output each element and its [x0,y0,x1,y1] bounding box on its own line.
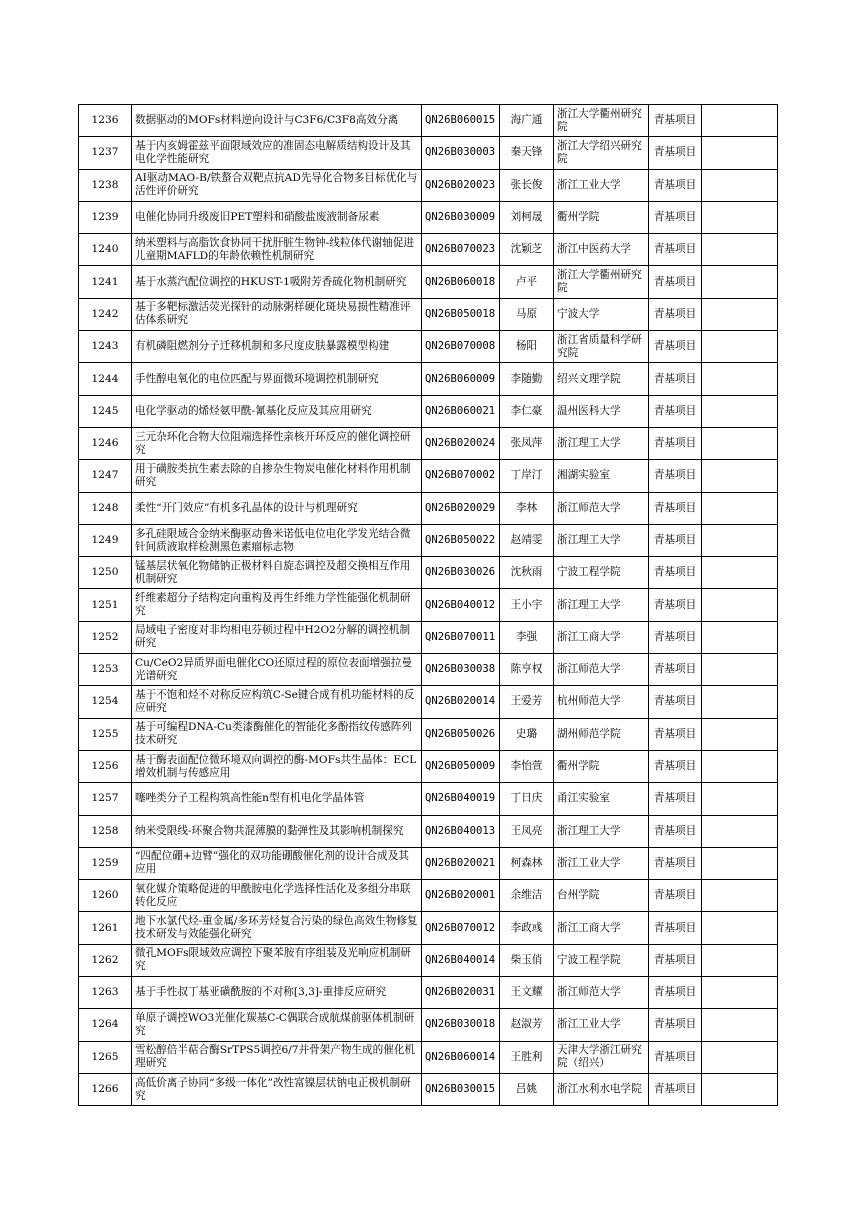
remarks-cell [702,298,778,330]
project-title: 基于手性叔丁基亚磺酰胺的不对称[3,3]-重排反应研究 [132,977,422,1009]
project-code: QN26B040019 [422,783,500,815]
project-code: QN26B050018 [422,298,500,330]
row-number: 1247 [79,460,132,492]
project-code: QN26B020021 [422,847,500,879]
project-title: “四配位硼+边臂”强化的双功能硼酸催化剂的设计合成及其应用 [132,847,422,879]
table-row [79,492,778,524]
row-number: 1244 [79,363,132,395]
table-row [79,363,778,395]
row-number: 1258 [79,815,132,847]
project-type: 青基项目 [649,589,702,621]
principal-investigator: 余维洁 [500,880,554,912]
row-number: 1249 [79,524,132,556]
project-code: QN26B040012 [422,589,500,621]
remarks-cell [702,524,778,556]
table-row [79,654,778,686]
project-code: QN26B020001 [422,880,500,912]
row-number: 1257 [79,783,132,815]
table-row [79,621,778,653]
project-code: QN26B020014 [422,686,500,718]
project-code: QN26B060015 [422,105,500,137]
project-title: 锰基层状氧化物储钠正极材料自旋态调控及超交换相互作用机制研究 [132,557,422,589]
project-code: QN26B030015 [422,1073,500,1105]
project-type: 青基项目 [649,654,702,686]
remarks-cell [702,363,778,395]
row-number: 1252 [79,621,132,653]
project-code: QN26B050022 [422,524,500,556]
table-row [79,1009,778,1041]
project-title: 电化学驱动的烯烃氨甲酰-氰基化反应及其应用研究 [132,395,422,427]
project-type: 青基项目 [649,298,702,330]
principal-investigator: 陈亨权 [500,654,554,686]
project-title: 氧化媒介策略促进的甲酰胺电化学选择性活化及多组分串联转化反应 [132,880,422,912]
remarks-cell [702,654,778,686]
remarks-cell [702,266,778,298]
table-row [79,234,778,266]
project-title: 基于可编程DNA-Cu类漆酶催化的智能化多酚指纹传感阵列技术研究 [132,718,422,750]
principal-investigator: 吕姚 [500,1073,554,1105]
principal-investigator: 史璐 [500,718,554,750]
table-body [79,105,778,1106]
project-code: QN26B070012 [422,912,500,944]
institution: 浙江工业大学 [554,847,649,879]
project-type: 青基项目 [649,427,702,459]
remarks-cell [702,557,778,589]
project-type: 青基项目 [649,750,702,782]
principal-investigator: 赵淑芳 [500,1009,554,1041]
project-code: QN26B020023 [422,169,500,201]
principal-investigator: 秦天锋 [500,137,554,169]
project-title: 有机磷阻燃剂分子迁移机制和多尺度皮肤暴露模型构建 [132,331,422,363]
row-number: 1253 [79,654,132,686]
remarks-cell [702,750,778,782]
project-type: 青基项目 [649,847,702,879]
project-code: QN26B070023 [422,234,500,266]
project-type: 青基项目 [649,105,702,137]
row-number: 1243 [79,331,132,363]
row-number: 1266 [79,1073,132,1105]
table-row [79,201,778,233]
principal-investigator: 王爱芳 [500,686,554,718]
project-title: 局域电子密度对非均相电芬顿过程中H2O2分解的调控机制研究 [132,621,422,653]
remarks-cell [702,395,778,427]
remarks-cell [702,492,778,524]
row-number: 1241 [79,266,132,298]
institution: 杭州师范大学 [554,686,649,718]
row-number: 1245 [79,395,132,427]
table-row [79,1073,778,1105]
principal-investigator: 李强 [500,621,554,653]
project-type: 青基项目 [649,880,702,912]
principal-investigator: 张长俊 [500,169,554,201]
row-number: 1262 [79,944,132,976]
project-title: 基于内亥姆霍兹平面限域效应的准固态电解质结构设计及其电化学性能研究 [132,137,422,169]
project-title: 用于磺胺类抗生素去除的自掺杂生物炭电催化材料作用机制研究 [132,460,422,492]
principal-investigator: 海广通 [500,105,554,137]
project-type: 青基项目 [649,492,702,524]
institution: 浙江省质量科学研究院 [554,331,649,363]
institution: 浙江师范大学 [554,492,649,524]
project-type: 青基项目 [649,815,702,847]
principal-investigator: 李仁豪 [500,395,554,427]
project-code: QN26B030003 [422,137,500,169]
institution: 湘湖实验室 [554,460,649,492]
row-number: 1242 [79,298,132,330]
institution: 浙江工商大学 [554,621,649,653]
institution: 浙江大学绍兴研究院 [554,137,649,169]
remarks-cell [702,589,778,621]
table-row [79,880,778,912]
institution: 甬江实验室 [554,783,649,815]
project-type: 青基项目 [649,783,702,815]
remarks-cell [702,1009,778,1041]
table-row [79,266,778,298]
table-row [79,718,778,750]
project-type: 青基项目 [649,621,702,653]
remarks-cell [702,944,778,976]
principal-investigator: 王文耀 [500,977,554,1009]
row-number: 1256 [79,750,132,782]
remarks-cell [702,460,778,492]
project-code: QN26B070002 [422,460,500,492]
remarks-cell [702,686,778,718]
remarks-cell [702,847,778,879]
table-row [79,750,778,782]
project-code: QN26B030026 [422,557,500,589]
project-type: 青基项目 [649,524,702,556]
project-code: QN26B070011 [422,621,500,653]
institution: 绍兴文理学院 [554,363,649,395]
table-row [79,944,778,976]
project-type: 青基项目 [649,718,702,750]
remarks-cell [702,718,778,750]
project-type: 青基项目 [649,201,702,233]
project-title: 基于水蒸汽配位调控的HKUST-1吸附芳香硫化物机制研究 [132,266,422,298]
project-type: 青基项目 [649,331,702,363]
project-title: 基于酶表面配位微环境双向调控的酶-MOFs共生晶体：ECL增效机制与传感应用 [132,750,422,782]
institution: 浙江大学衢州研究院 [554,266,649,298]
remarks-cell [702,621,778,653]
principal-investigator: 张凤萍 [500,427,554,459]
remarks-cell [702,105,778,137]
project-code: QN26B040014 [422,944,500,976]
project-type: 青基项目 [649,395,702,427]
project-type: 青基项目 [649,169,702,201]
table-row [79,105,778,137]
row-number: 1255 [79,718,132,750]
project-title: 数据驱动的MOFs材料逆向设计与C3F6/C3F8高效分离 [132,105,422,137]
table-row [79,298,778,330]
project-type: 青基项目 [649,266,702,298]
remarks-cell [702,880,778,912]
row-number: 1240 [79,234,132,266]
project-type: 青基项目 [649,1073,702,1105]
project-title: 柔性“开门效应”有机多孔晶体的设计与机理研究 [132,492,422,524]
principal-investigator: 沈颖芝 [500,234,554,266]
institution: 浙江工商大学 [554,912,649,944]
remarks-cell [702,201,778,233]
project-title: 电催化协同升级废旧PET塑料和硝酸盐废液制备尿素 [132,201,422,233]
project-title: 纤维素超分子结构定向重构及再生纤维力学性能强化机制研究 [132,589,422,621]
principal-investigator: 李林 [500,492,554,524]
remarks-cell [702,815,778,847]
project-type: 青基项目 [649,460,702,492]
remarks-cell [702,783,778,815]
table-row [79,912,778,944]
table-row [79,427,778,459]
project-title: 地下水氯代烃-重金属/多环芳烃复合污染的绿色高效生物修复技术研发与效能强化研究 [132,912,422,944]
row-number: 1263 [79,977,132,1009]
row-number: 1248 [79,492,132,524]
table-row [79,395,778,427]
row-number: 1261 [79,912,132,944]
institution: 衢州学院 [554,201,649,233]
project-type: 青基项目 [649,912,702,944]
project-code: QN26B050026 [422,718,500,750]
table-row [79,1041,778,1073]
institution: 浙江大学衢州研究院 [554,105,649,137]
principal-investigator: 王胜利 [500,1041,554,1073]
principal-investigator: 柴玉俏 [500,944,554,976]
institution: 浙江师范大学 [554,977,649,1009]
remarks-cell [702,331,778,363]
remarks-cell [702,137,778,169]
principal-investigator: 刘柯晟 [500,201,554,233]
remarks-cell [702,912,778,944]
remarks-cell [702,977,778,1009]
project-code: QN26B060018 [422,266,500,298]
project-code: QN26B060014 [422,1041,500,1073]
institution: 浙江理工大学 [554,524,649,556]
table-row [79,137,778,169]
project-code: QN26B070008 [422,331,500,363]
row-number: 1246 [79,427,132,459]
principal-investigator: 赵靖雯 [500,524,554,556]
project-type: 青基项目 [649,137,702,169]
project-type: 青基项目 [649,686,702,718]
row-number: 1237 [79,137,132,169]
project-code: QN26B050009 [422,750,500,782]
project-table [78,104,778,1106]
project-title: 单原子调控WO3光催化羰基C-C偶联合成航煤前驱体机制研究 [132,1009,422,1041]
project-title: 微孔MOFs限域效应调控下聚苯胺有序组装及光响应机制研究 [132,944,422,976]
table-row [79,589,778,621]
table-row [79,815,778,847]
principal-investigator: 沈秋雨 [500,557,554,589]
project-type: 青基项目 [649,363,702,395]
project-type: 青基项目 [649,1009,702,1041]
principal-investigator: 王小宇 [500,589,554,621]
table-row [79,783,778,815]
project-title: 多孔硅限域合金纳米酶驱动鲁米诺低电位电化学发光结合微针间质液取样检测黑色素瘤标志物 [132,524,422,556]
table-row [79,977,778,1009]
table-row [79,169,778,201]
row-number: 1260 [79,880,132,912]
principal-investigator: 杨阳 [500,331,554,363]
project-title: 纳米受限线-环聚合物共混薄膜的黏弹性及其影响机制探究 [132,815,422,847]
table-row [79,331,778,363]
project-type: 青基项目 [649,944,702,976]
project-type: 青基项目 [649,1041,702,1073]
project-code: QN26B020029 [422,492,500,524]
row-number: 1250 [79,557,132,589]
principal-investigator: 李政彧 [500,912,554,944]
project-code: QN26B020024 [422,427,500,459]
remarks-cell [702,427,778,459]
remarks-cell [702,169,778,201]
principal-investigator: 柯森林 [500,847,554,879]
project-type: 青基项目 [649,557,702,589]
project-title: 纳米塑料与高脂饮食协同干扰肝脏生物钟-线粒体代谢轴促进儿童期MAFLD的年龄依赖性机制研究 [132,234,422,266]
row-number: 1239 [79,201,132,233]
institution: 宁波大学 [554,298,649,330]
institution: 浙江工业大学 [554,169,649,201]
institution: 衢州学院 [554,750,649,782]
principal-investigator: 李随勤 [500,363,554,395]
row-number: 1265 [79,1041,132,1073]
table-row [79,460,778,492]
project-code: QN26B020031 [422,977,500,1009]
project-title: 手性醇电氧化的电位匹配与界面微环境调控机制研究 [132,363,422,395]
institution: 宁波工程学院 [554,944,649,976]
project-title: 三元杂环化合物大位阻端选择性亲核开环反应的催化调控研究 [132,427,422,459]
institution: 天津大学浙江研究院（绍兴） [554,1041,649,1073]
table-row [79,686,778,718]
institution: 台州学院 [554,880,649,912]
project-code: QN26B060009 [422,363,500,395]
institution: 浙江理工大学 [554,427,649,459]
row-number: 1236 [79,105,132,137]
table-row [79,847,778,879]
project-type: 青基项目 [649,234,702,266]
remarks-cell [702,234,778,266]
row-number: 1254 [79,686,132,718]
principal-investigator: 李怡萱 [500,750,554,782]
project-code: QN26B030038 [422,654,500,686]
institution: 温州医科大学 [554,395,649,427]
row-number: 1251 [79,589,132,621]
project-title: 雪松醇倍半萜合酶SrTPS5调控6/7并骨架产物生成的催化机理研究 [132,1041,422,1073]
project-code: QN26B030018 [422,1009,500,1041]
institution: 浙江师范大学 [554,654,649,686]
project-type: 青基项目 [649,977,702,1009]
project-code: QN26B040013 [422,815,500,847]
row-number: 1264 [79,1009,132,1041]
institution: 宁波工程学院 [554,557,649,589]
table-row [79,524,778,556]
row-number: 1238 [79,169,132,201]
project-code: QN26B030009 [422,201,500,233]
project-title: 高低价离子协同“多级一体化”改性富镍层状钠电正极机制研究 [132,1073,422,1105]
institution: 湖州师范学院 [554,718,649,750]
project-title: 基于不饱和烃不对称反应构筑C-Se键合成有机功能材料的反应研究 [132,686,422,718]
table-row [79,557,778,589]
remarks-cell [702,1041,778,1073]
principal-investigator: 王凤亮 [500,815,554,847]
institution: 浙江理工大学 [554,589,649,621]
remarks-cell [702,1073,778,1105]
principal-investigator: 卢平 [500,266,554,298]
institution: 浙江工业大学 [554,1009,649,1041]
institution: 浙江中医药大学 [554,234,649,266]
project-title: AI驱动MAO-B/铁螯合双靶点抗AD先导化合物多目标优化与活性评价研究 [132,169,422,201]
principal-investigator: 丁日庆 [500,783,554,815]
project-title: 噻唑类分子工程构筑高性能n型有机电化学晶体管 [132,783,422,815]
project-code: QN26B060021 [422,395,500,427]
principal-investigator: 马原 [500,298,554,330]
principal-investigator: 丁岸汀 [500,460,554,492]
project-title: Cu/CeO2异质界面电催化CO还原过程的原位表面增强拉曼光谱研究 [132,654,422,686]
project-title: 基于多靶标激活荧光探针的动脉粥样硬化斑块易损性精准评估体系研究 [132,298,422,330]
row-number: 1259 [79,847,132,879]
institution: 浙江理工大学 [554,815,649,847]
institution: 浙江水利水电学院 [554,1073,649,1105]
